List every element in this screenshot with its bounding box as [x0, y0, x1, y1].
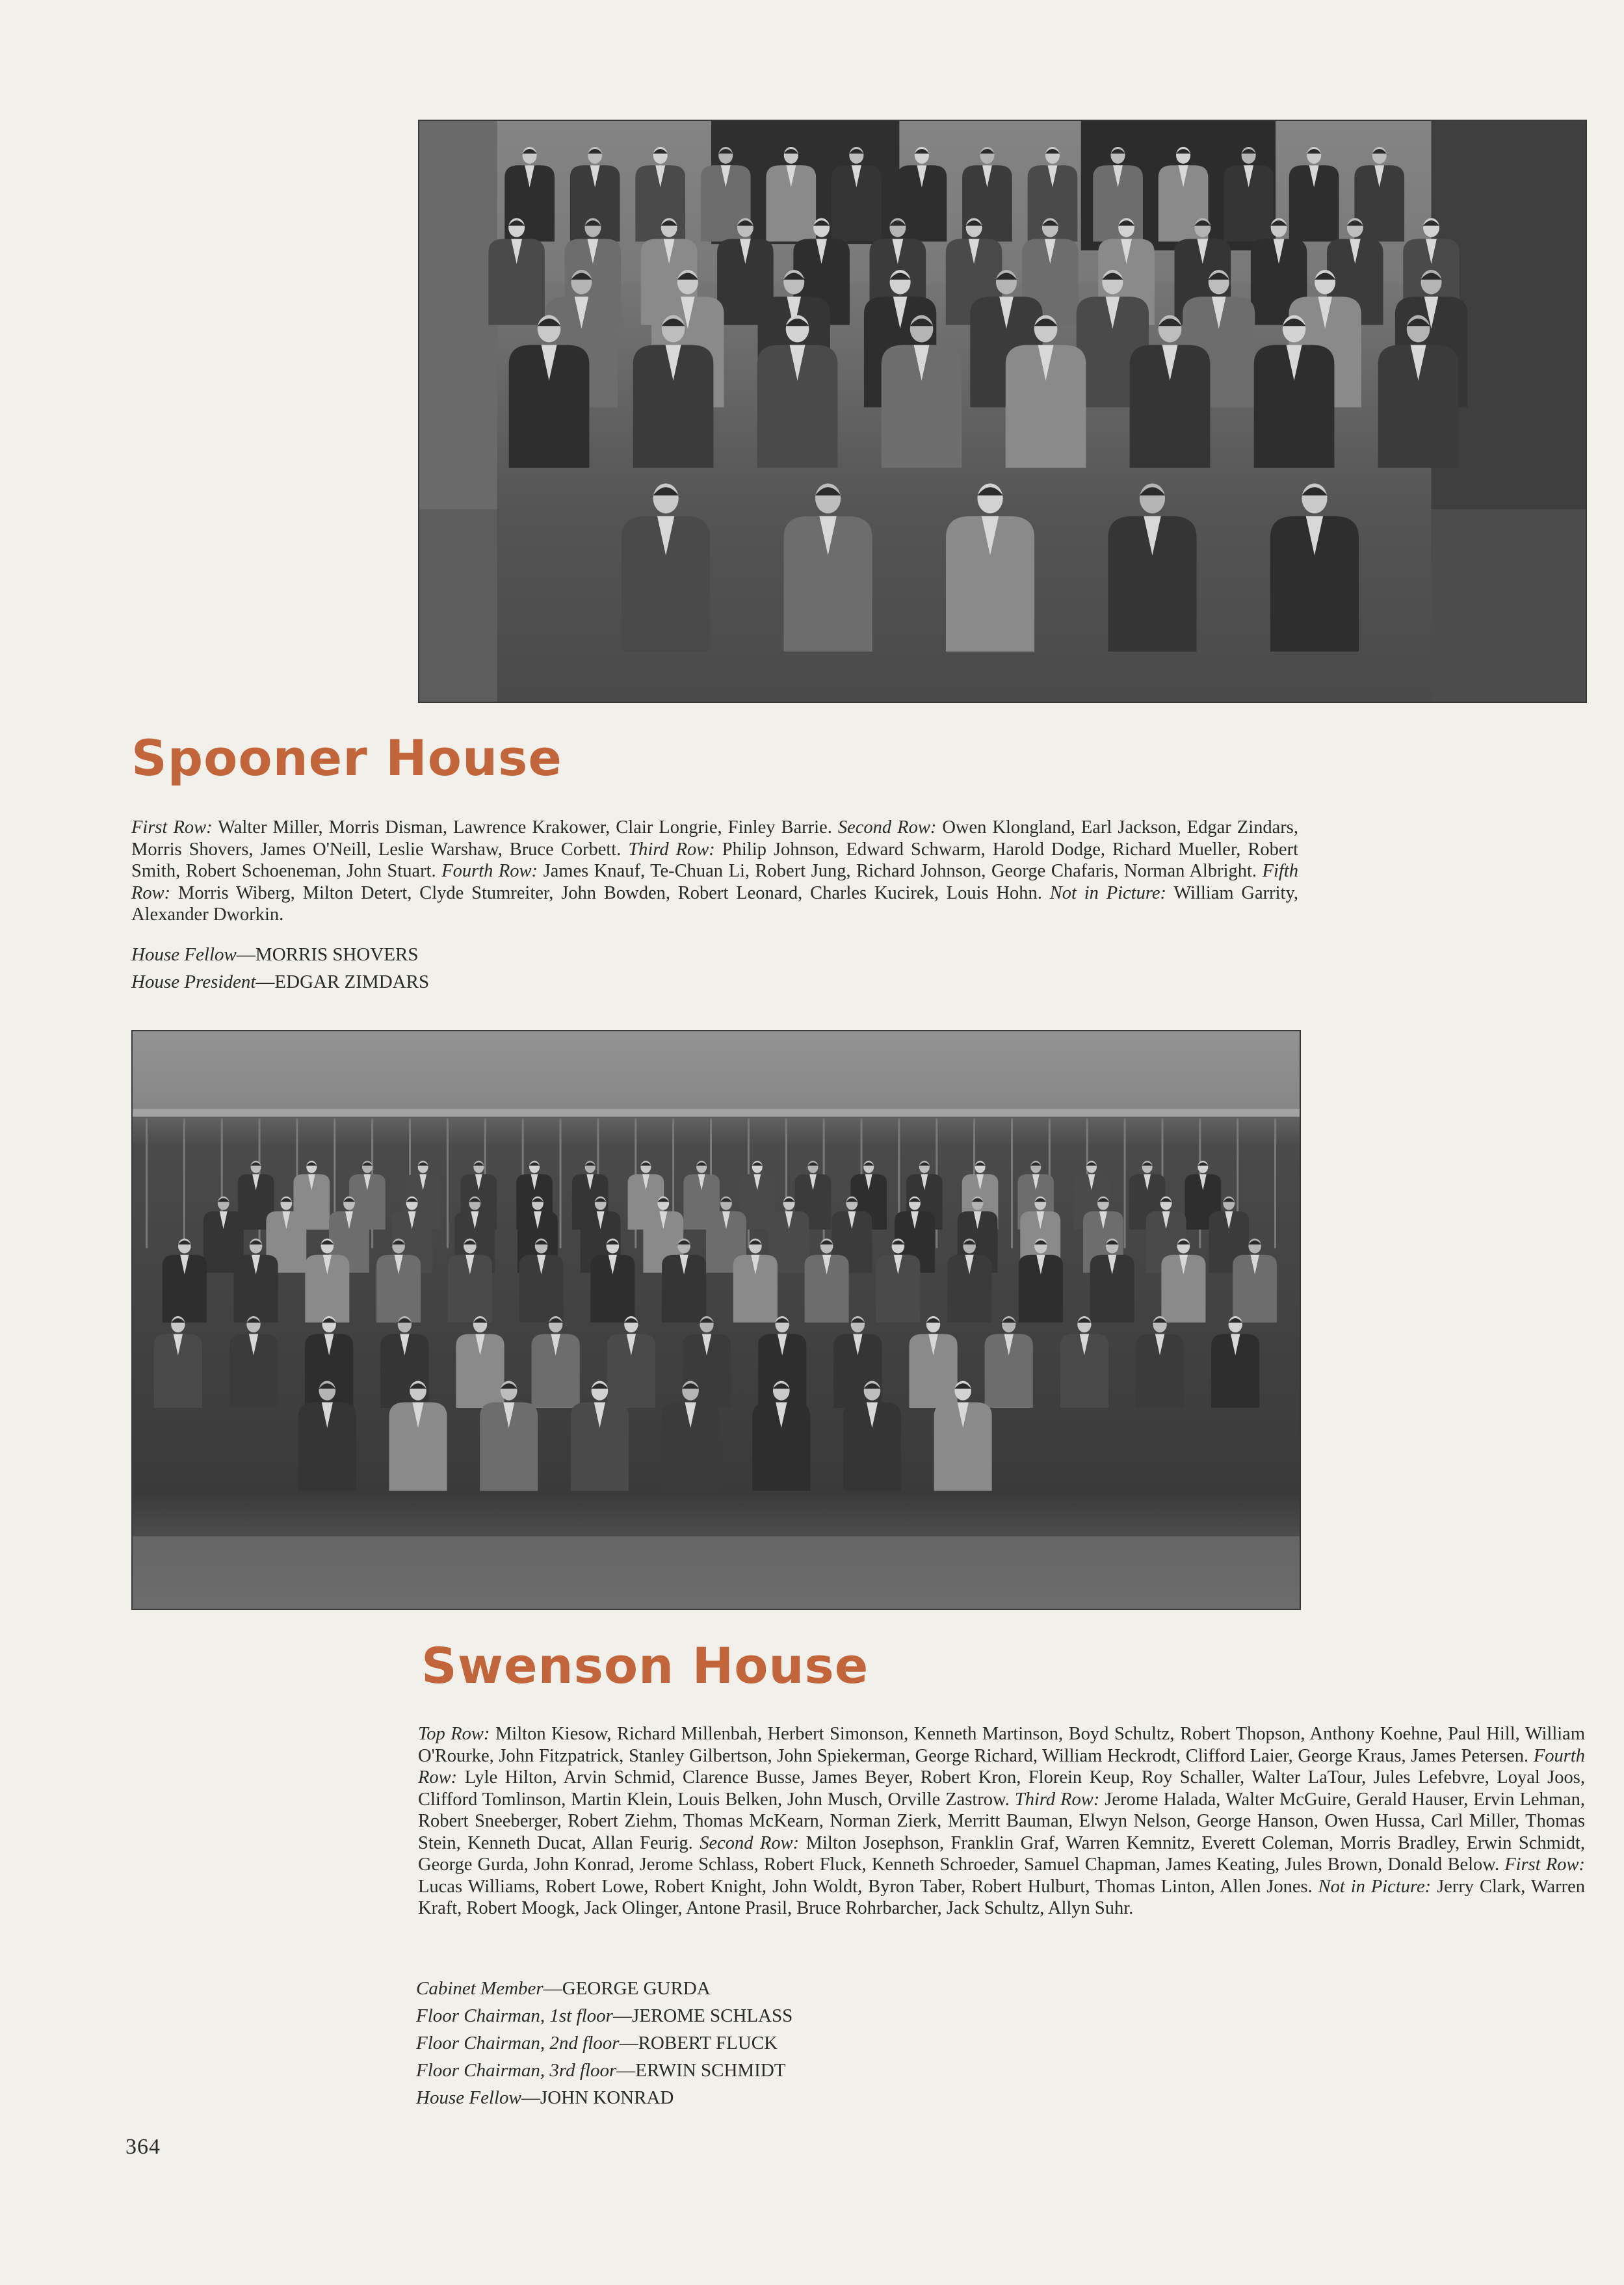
officer-name: —MORRIS SHOVERS [236, 944, 419, 965]
spooner-house-photo [418, 120, 1587, 703]
roster-row-label: Top Row: [418, 1724, 490, 1744]
spooner-photo-image [419, 121, 1586, 702]
officer-role: House President [131, 971, 256, 992]
officer-role: Cabinet Member [416, 1978, 544, 1999]
officer-name: —JOHN KONRAD [521, 2087, 674, 2108]
roster-row-names: Philip Johnson, Edward Schwarm, Harold Dodge, Richard Mueller, Robert Smith, Robert Schoeneman, John Stuart. [131, 839, 1298, 881]
roster-row-label: Second Row: [700, 1832, 800, 1853]
officer-role: Floor Chairman, 3rd floor [416, 2060, 617, 2081]
officer-row [131, 968, 429, 996]
page-number: 364 [125, 2135, 161, 2159]
roster-row-names: William Garrity, Alexander Dworkin. [131, 882, 1298, 925]
officer-name: —EDGAR ZIMDARS [255, 971, 430, 992]
roster-row-label: Third Row: [1014, 1789, 1100, 1810]
swenson-roster [418, 1723, 1585, 1920]
roster-row-label: Fourth Row: [418, 1745, 1585, 1788]
officer-row [416, 2029, 792, 2057]
spooner-officers [131, 941, 429, 996]
officer-name: —GEORGE GURDA [543, 1978, 711, 1999]
officer-role: House Fellow [131, 944, 237, 965]
swenson-house-photo [131, 1030, 1301, 1610]
spooner-house-title: Spooner House [131, 729, 562, 787]
roster-row-names: Jerome Halada, Walter McGuire, Gerald Hauser, Ervin Lehman, Robert Sneeberger, Robert Ziehm, Thomas McKearn, Norman Zierk, Merritt Bauman, Elwyn Nelson, George Hanson, Owen Hussa, Carl Miller, Thomas Stein, Kenneth Ducat, Allan Feurig. [418, 1789, 1585, 1853]
roster-row-names: Milton Kiesow, Richard Millenbah, Herbert Simonson, Kenneth Martinson, Boyd Schultz, Robert Thopson, Anthony Koehne, Paul Hill, William O'Rourke, John Fitzpatrick, Stanley Gilbertson, John Spiekerman, George Richard, William Heckrodt, Clifford Laier, George Kraus, James Petersen. [418, 1724, 1585, 1766]
roster-row-label: Fifth Row: [131, 861, 1298, 903]
officer-row [416, 2057, 792, 2084]
officer-row [416, 2084, 792, 2111]
roster-row-names: Lucas Williams, Robert Lowe, Robert Knight, John Woldt, Byron Taber, Robert Hulburt, Thomas Linton, Allen Jones. [418, 1876, 1318, 1897]
spooner-roster [131, 817, 1298, 926]
roster-row-label: Second Row: [837, 817, 937, 838]
roster-row-names: Jerry Clark, Warren Kraft, Robert Moogk, Jack Olinger, Antone Prasil, Bruce Rohrbarcher, Jack Schultz, Allyn Suhr. [418, 1876, 1585, 1918]
roster-row-label: Not in Picture: [1049, 882, 1167, 903]
roster-row-names: Lyle Hilton, Arvin Schmid, Clarence Busse, James Beyer, Robert Kron, Florein Keup, Roy Schaller, Walter LaTour, Jules Lefebvre, Loyal Joos, Clifford Tomlinson, Martin Klein, Louis Belken, John Musch, Orville Zastrow. [418, 1767, 1585, 1810]
officer-row [416, 1975, 792, 2002]
roster-row-label: Fourth Row: [441, 861, 538, 881]
officer-role: Floor Chairman, 1st floor [416, 2005, 613, 2026]
officer-name: —ROBERT FLUCK [619, 2033, 778, 2054]
roster-row-label: First Row: [1504, 1855, 1585, 1875]
roster-row-names: James Knauf, Te-Chuan Li, Robert Jung, Richard Johnson, George Chafaris, Norman Albright. [538, 861, 1263, 881]
officer-row [416, 2002, 792, 2029]
roster-row-names: Walter Miller, Morris Disman, Lawrence Krakower, Clair Longrie, Finley Barrie. [212, 817, 838, 838]
swenson-officers [416, 1975, 792, 2111]
roster-row-label: Not in Picture: [1318, 1876, 1432, 1897]
officer-role: Floor Chairman, 2nd floor [416, 2033, 620, 2054]
roster-row-names: Milton Josephson, Franklin Graf, Warren Kemnitz, Everett Coleman, Morris Bradley, Erwin Schmidt, George Gurda, John Konrad, Jerome Schlass, Robert Fluck, Kenneth Schroeder, Samuel Chapman, James Keating, Jules Brown, Donald Below. [418, 1832, 1585, 1875]
officer-name: —ERWIN SCHMIDT [616, 2060, 786, 2081]
officer-row [131, 941, 429, 968]
roster-row-label: Third Row: [628, 839, 715, 860]
swenson-house-title: Swenson House [421, 1637, 869, 1695]
roster-row-label: First Row: [131, 817, 213, 838]
roster-row-names: Owen Klongland, Earl Jackson, Edgar Zindars, Morris Shovers, James O'Neill, Leslie Warshaw, Bruce Corbett. [131, 817, 1298, 860]
roster-row-names: Morris Wiberg, Milton Detert, Clyde Stumreiter, John Bowden, Robert Leonard, Charles Kucirek, Louis Hohn. [170, 882, 1050, 903]
officer-role: House Fellow [416, 2087, 521, 2108]
swenson-photo-image [133, 1031, 1300, 1609]
officer-name: —JEROME SCHLASS [612, 2005, 793, 2026]
